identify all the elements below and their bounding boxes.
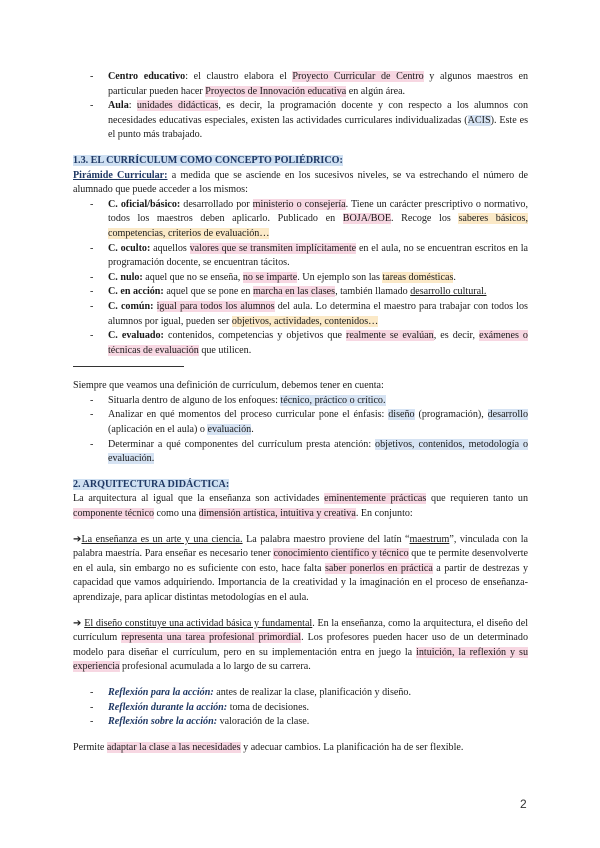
section-heading-2: 2. ARQUITECTURA DIDÁCTICA: xyxy=(73,478,230,490)
reflexion-list xyxy=(73,686,528,730)
list-item-accion: - C. en acción: aquel que se pone en marcha en las clases, también llamado desarrollo cultural. xyxy=(73,285,528,300)
arrow-icon: ➔ xyxy=(73,533,82,545)
definition-intro: Siempre que veamos una definición de currículum, debemos tener en cuenta: xyxy=(73,380,384,392)
list-item-nulo: - C. nulo: aquel que no se enseña, no se imparte. Un ejemplo son las tareas domésticas. xyxy=(73,271,528,286)
conclusion-paragraph: Permite adaptar la clase a las necesidades y adecuar cambios. La planificación ha de ser flexible. xyxy=(73,741,464,753)
piramide-intro: Pirámide Curricular: a medida que se asciende en los sucesivos niveles, se va estrechando el número de alumnado que puede acceder a los mismos: xyxy=(73,169,529,196)
arte-ciencia-paragraph: ➔La enseñanza es un arte y una ciencia. La palabra maestro proviene del latín “maestrum”, vinculada con la palabra maestría. Para enseñar es necesario tener conocimiento científico y técnico que te permite desenvolverte en el aula, sin embargo no es suficiente con esto, hace falta saber ponerlos en práctica a partir de destrezas y capacidad que vamos adquiriendo. Importancia de la creatividad y la imaginación en el proceso de enseñanza-aprendizaje, para aplicar distintas metodologías en el aula. xyxy=(73,533,528,603)
list-item-reflexion-para: - Reflexión para la acción: antes de realizar la clase, planificación y diseño. xyxy=(73,686,528,701)
definition-list xyxy=(73,394,528,467)
divider xyxy=(73,366,184,367)
page-number: 2 xyxy=(520,797,527,811)
list-item-reflexion-durante: - Reflexión durante la acción: toma de decisiones. xyxy=(73,701,528,716)
list-item-oficial: - C. oficial/básico: desarrollado por ministerio o consejería. Tiene un carácter prescriptivo o normativo, todos los maestros deben aplicarlo. Publicado en BOJA/BOE. Recoge los saberes básicos, competencias, criterios de evaluación… xyxy=(73,198,528,242)
list-item-componentes: - Determinar a qué componentes del currículum presta atención: objetivos, contenidos, metodología o evaluación. xyxy=(73,438,528,467)
section-heading-1-3: 1.3. EL CURRÍCULUM COMO CONCEPTO POLIÉDRICO: xyxy=(73,154,343,166)
list-item-reflexion-sobre: - Reflexión sobre la acción: valoración de la clase. xyxy=(73,715,528,730)
document-page xyxy=(73,70,528,755)
list-item-enfoques: - Situarla dentro de alguno de los enfoques: técnico, práctico o crítico. xyxy=(73,394,528,409)
list-item-centro: - Centro educativo: el claustro elabora el Proyecto Curricular de Centro y algunos maestros en particular pueden hacer Proyectos de Innovación educativa en algún área. xyxy=(73,70,528,99)
list-item-oculto: - C. oculto: aquellos valores que se transmiten implícitamente en el aula, no se encuentran escritos en la programación docente, se encuentran tácitos. xyxy=(73,242,528,271)
curriculum-levels-list xyxy=(73,70,528,143)
arquitectura-intro: La arquitectura al igual que la enseñanza son actividades eminentemente prácticas que requieren tanto un componente técnico como una dimensión artística, intuitiva y creativa. En conjunto: xyxy=(73,493,528,520)
pyramid-list xyxy=(73,198,528,359)
list-item-momentos: - Analizar en qué momentos del proceso curricular pone el énfasis: diseño (programación), desarrollo (aplicación en el aula) o evaluación. xyxy=(73,408,528,437)
arrow-icon: ➔ xyxy=(73,617,82,629)
diseno-paragraph: ➔ El diseño constituye una actividad básica y fundamental. En la enseñanza, como la arquitectura, el diseño del currículum representa una tarea profesional primordial. Los profesores pueden hacer uso de un determinado modelo para diseñar el currículum, pero en su implementación entra en juego la intuición, la reflexión y su experiencia profesional acumulada a lo largo de su carrera. xyxy=(73,617,529,673)
list-item-evaluado: - C. evaluado: contenidos, competencias y objetivos que realmente se evalúan, es decir, exámenes o técnicas de evaluación que utilicen. xyxy=(73,329,528,358)
list-item-aula: - Aula: unidades didácticas, es decir, la programación docente y con respecto a los alumnos con necesidades educativas especiales, existen las actividades curriculares individualizadas (ACIS). Este es el punto más trabajado. xyxy=(73,99,528,143)
list-item-comun: - C. común: igual para todos los alumnos del aula. Lo determina el maestro para trabajar con todos los alumnos por igual, pueden ser objetivos, actividades, contenidos… xyxy=(73,300,528,329)
